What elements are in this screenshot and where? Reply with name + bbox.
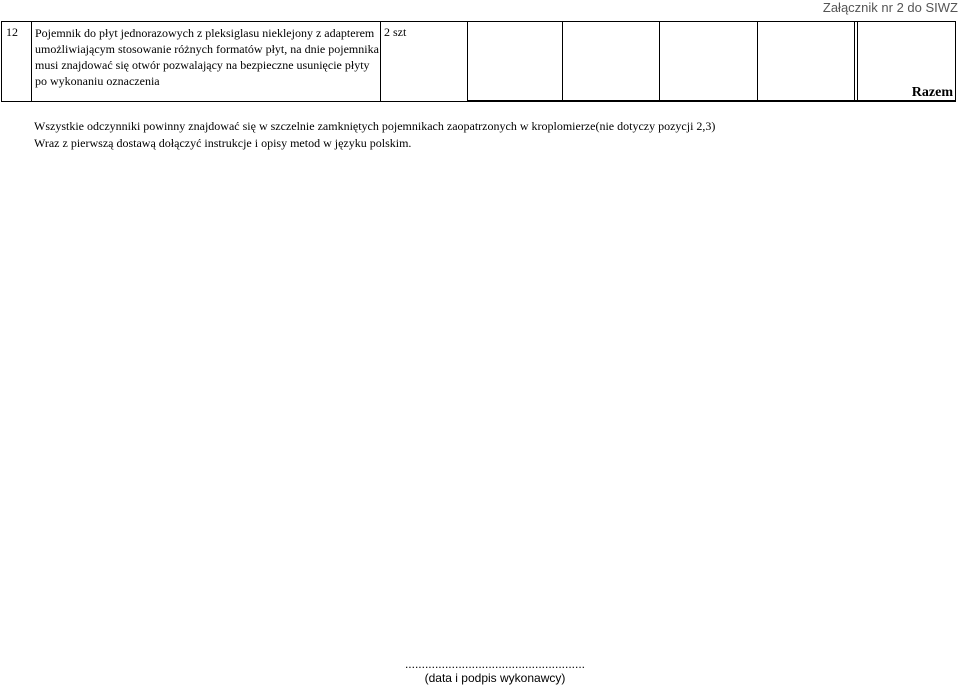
item-description: Pojemnik do płyt jednorazowych z pleksiglasu nieklejony z adapterem umożliwiającym stosowanie różnych formatów płyt, na dnie pojemnika musi znajdować się otwór pozwalający na bezpieczne usunięcie płyty po wykonaniu oznaczenia [35, 26, 379, 88]
divider [468, 100, 955, 101]
divider [467, 22, 468, 101]
divider [857, 22, 858, 101]
signature-dots: ...................................................... [404, 657, 586, 671]
divider [562, 22, 563, 101]
note-line: Wszystkie odczynniki powinny znajdować się w szczelnie zamkniętych pojemnikach zaopatrzonych w kroplomierze(nie dotyczy pozycji 2,3) [34, 119, 716, 133]
divider [380, 22, 381, 101]
divider [31, 22, 32, 101]
divider [659, 22, 660, 101]
divider [854, 22, 855, 101]
item-quantity: 2 szt [384, 25, 407, 39]
note-line: Wraz z pierwszą dostawą dołączyć instrukcje i opisy metod w języku polskim. [34, 136, 412, 150]
signature-caption: (data i podpis wykonawcy) [424, 671, 566, 685]
attachment-label: Załącznik nr 2 do SIWZ [822, 0, 958, 15]
notes [34, 118, 715, 152]
divider [757, 22, 758, 101]
table-row [1, 21, 956, 102]
signature-block [380, 657, 610, 685]
total-label: Razem [911, 85, 953, 100]
item-number: 12 [6, 25, 18, 39]
